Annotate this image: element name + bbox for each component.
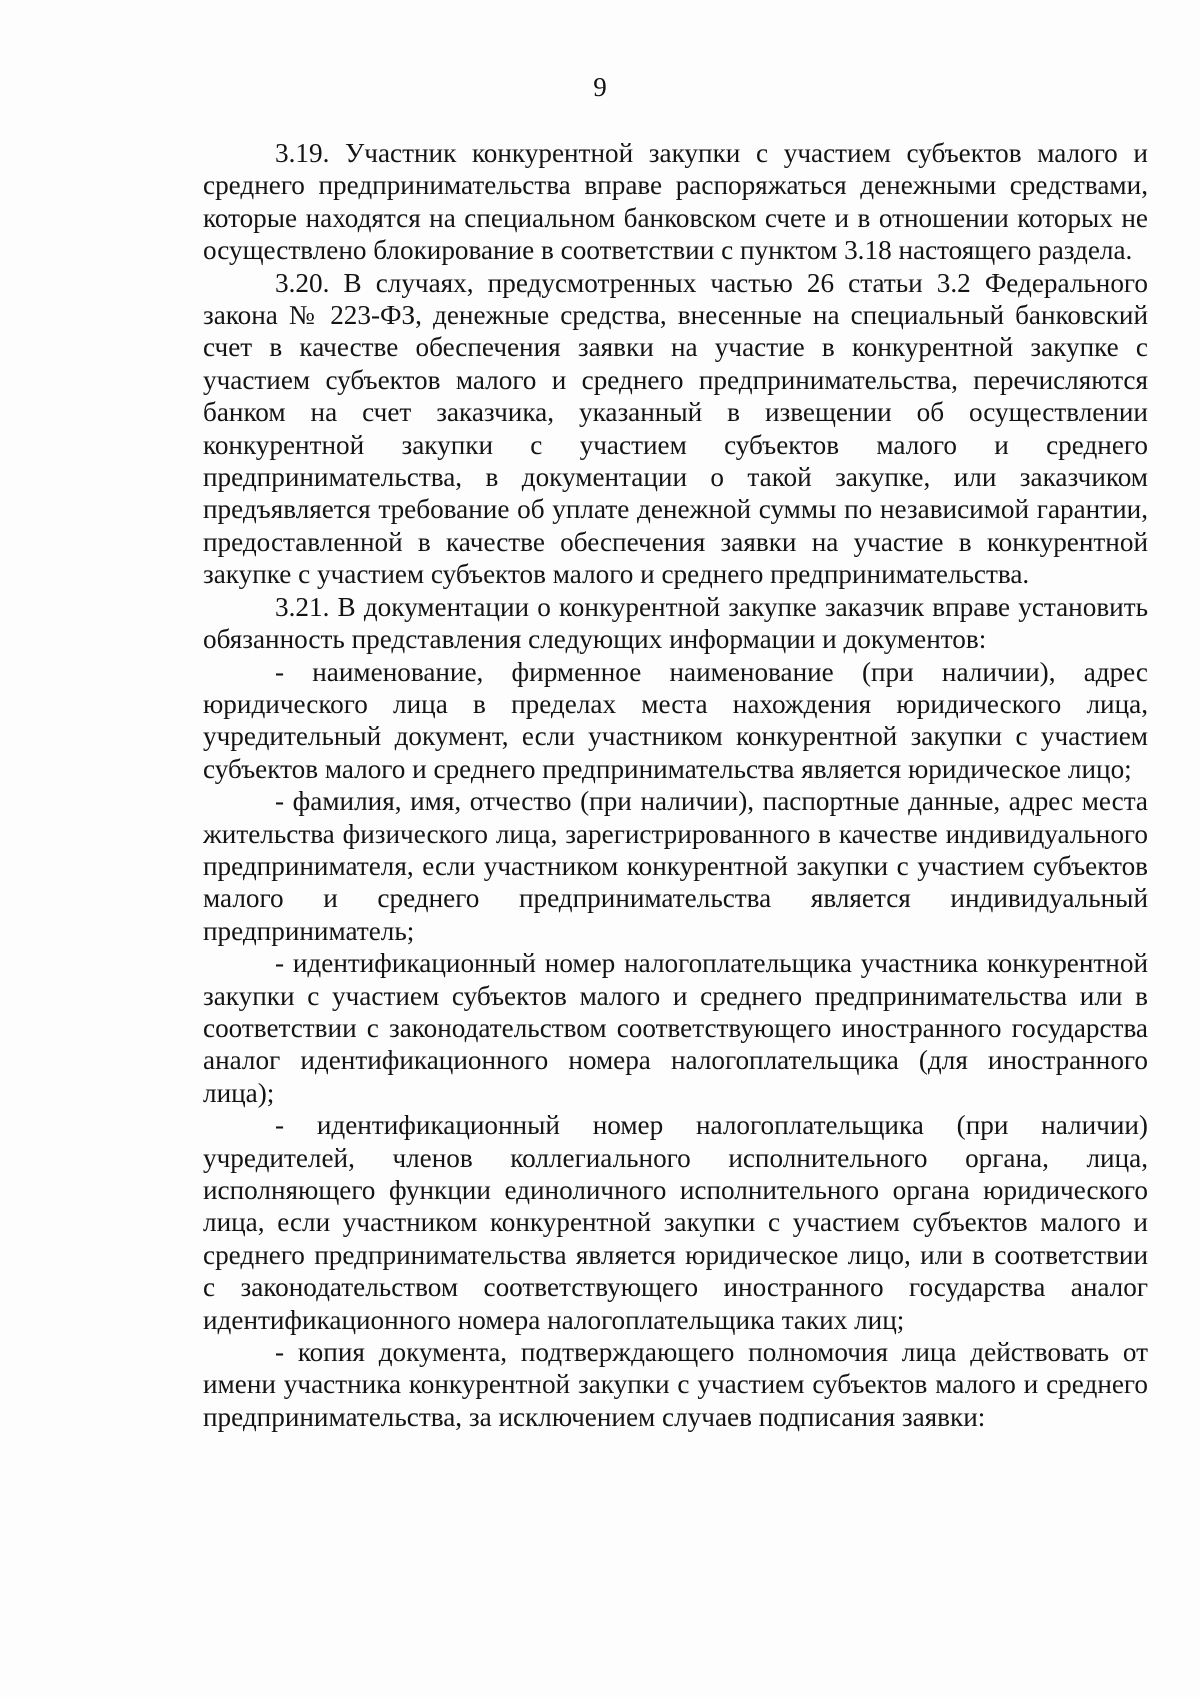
list-item-taxpayer-id: - идентификационный номер налогоплательщика участника конкурентной закупки с участием субъектов малого и среднего предпринимательства или в соответствии с законодательством соответствующего иностранного государства аналог идентификационного номера налогоплательщика (для иностранного лица);	[203, 948, 1148, 1108]
list-item-authority-document: - копия документа, подтверждающего полномочия лица действовать от имени участника конкурентной закупки с участием субъектов малого и среднего предпринимательства, за исключением случаев подписания заявки:	[203, 1337, 1148, 1432]
list-item-founders-taxpayer-id: - идентификационный номер налогоплательщика (при наличии) учредителей, членов коллегиального исполнительного органа, лица, исполняющего функции единоличного исполнительного органа юридического лица, если участником конкурентной закупки с участием субъектов малого и среднего предпринимательства является юридическое лицо, или в соответствии с законодательством соответствующего иностранного государства аналог идентификационного номера налогоплательщика таких лиц;	[203, 1110, 1148, 1335]
paragraph-3-21: 3.21. В документации о конкурентной закупке заказчик вправе установить обязанность представления следующих информации и документов:	[203, 591, 1148, 655]
list-item-passport-data: - фамилия, имя, отчество (при наличии), паспортные данные, адрес места жительства физического лица, зарегистрированного в качестве индивидуального предпринимателя, если участником конкурентной закупки с участием субъектов малого и среднего предпринимательства является индивидуальный предприниматель;	[203, 786, 1148, 946]
paragraph-3-20: 3.20. В случаях, предусмотренных частью 26 статьи 3.2 Федерального закона № 223-ФЗ, денежные средства, внесенные на специальный банковский счет в качестве обеспечения заявки на участие в конкурентной закупке с участием субъектов малого и среднего предпринимательства, перечисляются банком на счет заказчика, указанный в извещении об осуществлении конкурентной закупки с участием субъектов малого и среднего предпринимательства, в документации о такой закупке, или заказчиком предъявляется требование об уплате денежной суммы по независимой гарантии, предоставленной в качестве обеспечения заявки на участие в конкурентной закупке с участием субъектов малого и среднего предпринимательства.	[203, 267, 1148, 590]
list-item-name-address: - наименование, фирменное наименование (при наличии), адрес юридического лица в пределах места нахождения юридического лица, учредительный документ, если участником конкурентной закупки с участием субъектов малого и среднего предпринимательства является юридическое лицо;	[203, 656, 1148, 784]
document-body	[203, 137, 1148, 1433]
page-number: 9	[593, 72, 607, 102]
paragraph-3-19: 3.19. Участник конкурентной закупки с участием субъектов малого и среднего предпринимательства вправе распоряжаться денежными средствами, которые находятся на специальном банковском счете и в отношении которых не осуществлено блокирование в соответствии с пунктом 3.18 настоящего раздела.	[203, 138, 1148, 266]
